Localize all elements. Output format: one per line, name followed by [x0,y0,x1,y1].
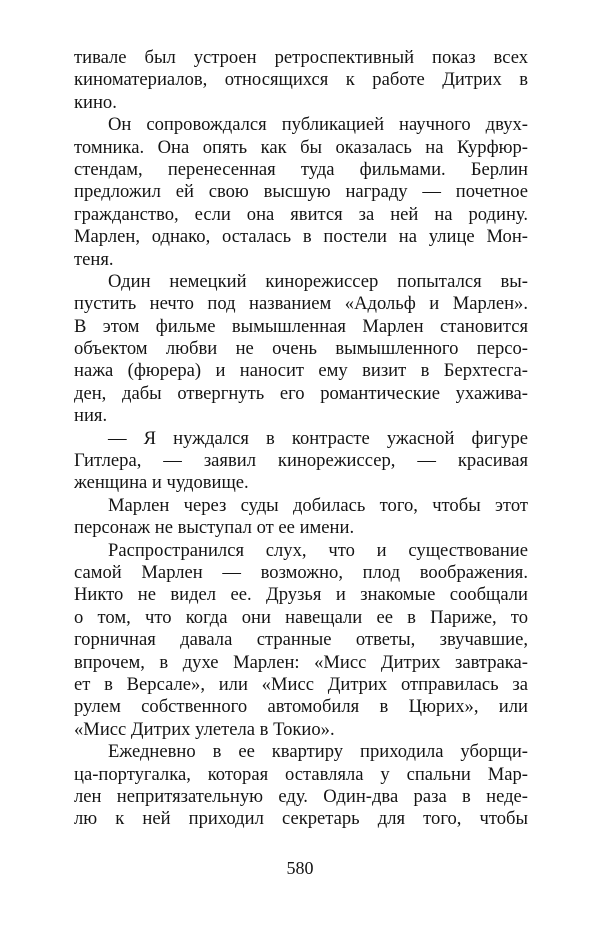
text-line: Марлен, однако, осталась в постели на улице Мон- [74,226,528,248]
text-line: томника. Она опять как бы оказалась на Курфюр- [74,136,528,158]
text-line: пустить нечто под названием «Адольф и Марлен». [74,293,528,315]
book-page-text [74,47,528,831]
text-line: ца-португалка, которая оставляла у спальни Мар- [74,763,528,785]
text-line: персонаж не выступал от ее имени. [74,517,355,539]
text-line: стендам, перенесенная туда фильмами. Берлин [74,158,528,180]
text-line: ден, дабы отвергнуть его романтические ухажива- [74,382,528,404]
text-line: объектом любви не очень вымышленного персо- [74,338,528,360]
text-line: Один немецкий кинорежиссер попытался вы- [108,270,528,292]
text-line: кино. [74,91,117,113]
text-line: теня. [74,248,114,270]
paragraph [74,271,528,428]
paragraph [74,495,528,540]
text-line: Ежедневно в ее квартиру приходила уборщи- [108,741,528,763]
page-number: 580 [286,858,314,878]
text-line: киноматериалов, относящихся к работе Дитрих в [74,69,528,91]
paragraph [74,741,528,831]
text-line: впрочем, в духе Марлен: «Мисс Дитрих завтрака- [74,651,528,673]
text-line: Он сопровождался публикацией научного двух- [108,114,528,136]
text-line: рулем собственного автомобиля в Цюрих», или [74,696,528,718]
paragraph [74,540,528,742]
paragraph [74,114,528,271]
text-line: ния. [74,405,108,427]
text-line: Распространился слух, что и существование [108,539,528,561]
text-line: женщина и чудовище. [74,472,249,494]
text-line: гражданство, если она явится за ней на родину. [74,203,528,225]
text-line: предложил ей свою высшую награду — почетное [74,181,528,203]
text-line: Никто не видел ее. Друзья и знакомые сообщали [74,584,528,606]
text-line: В этом фильме вымышленная Марлен становится [74,315,528,337]
text-line: лен непритязательную еду. Один-два раза в неде- [74,785,528,807]
text-line: о том, что когда они навещали ее в Париже, то [74,606,528,628]
text-line: «Мисс Дитрих улетела в Токио». [74,718,335,740]
text-line: Марлен через суды добилась того, чтобы этот [108,494,528,516]
text-line: горничная давала странные ответы, звучавшие, [74,629,528,651]
text-line: самой Марлен — возможно, плод воображения. [74,561,528,583]
text-line: нажа (фюрера) и наносит ему визит в Берхтесга- [74,360,528,382]
text-line: Гитлера, — заявил кинорежиссер, — красивая [74,450,528,472]
paragraph [74,428,528,495]
paragraph [74,47,528,114]
text-line: — Я нуждался в контрасте ужасной фигуре [108,427,528,449]
text-line: тивале был устроен ретроспективный показ всех [74,47,528,68]
text-line: лю к ней приходил секретарь для того, чтобы [74,808,528,830]
text-line: ет в Версале», или «Мисс Дитрих отправилась за [74,673,528,695]
